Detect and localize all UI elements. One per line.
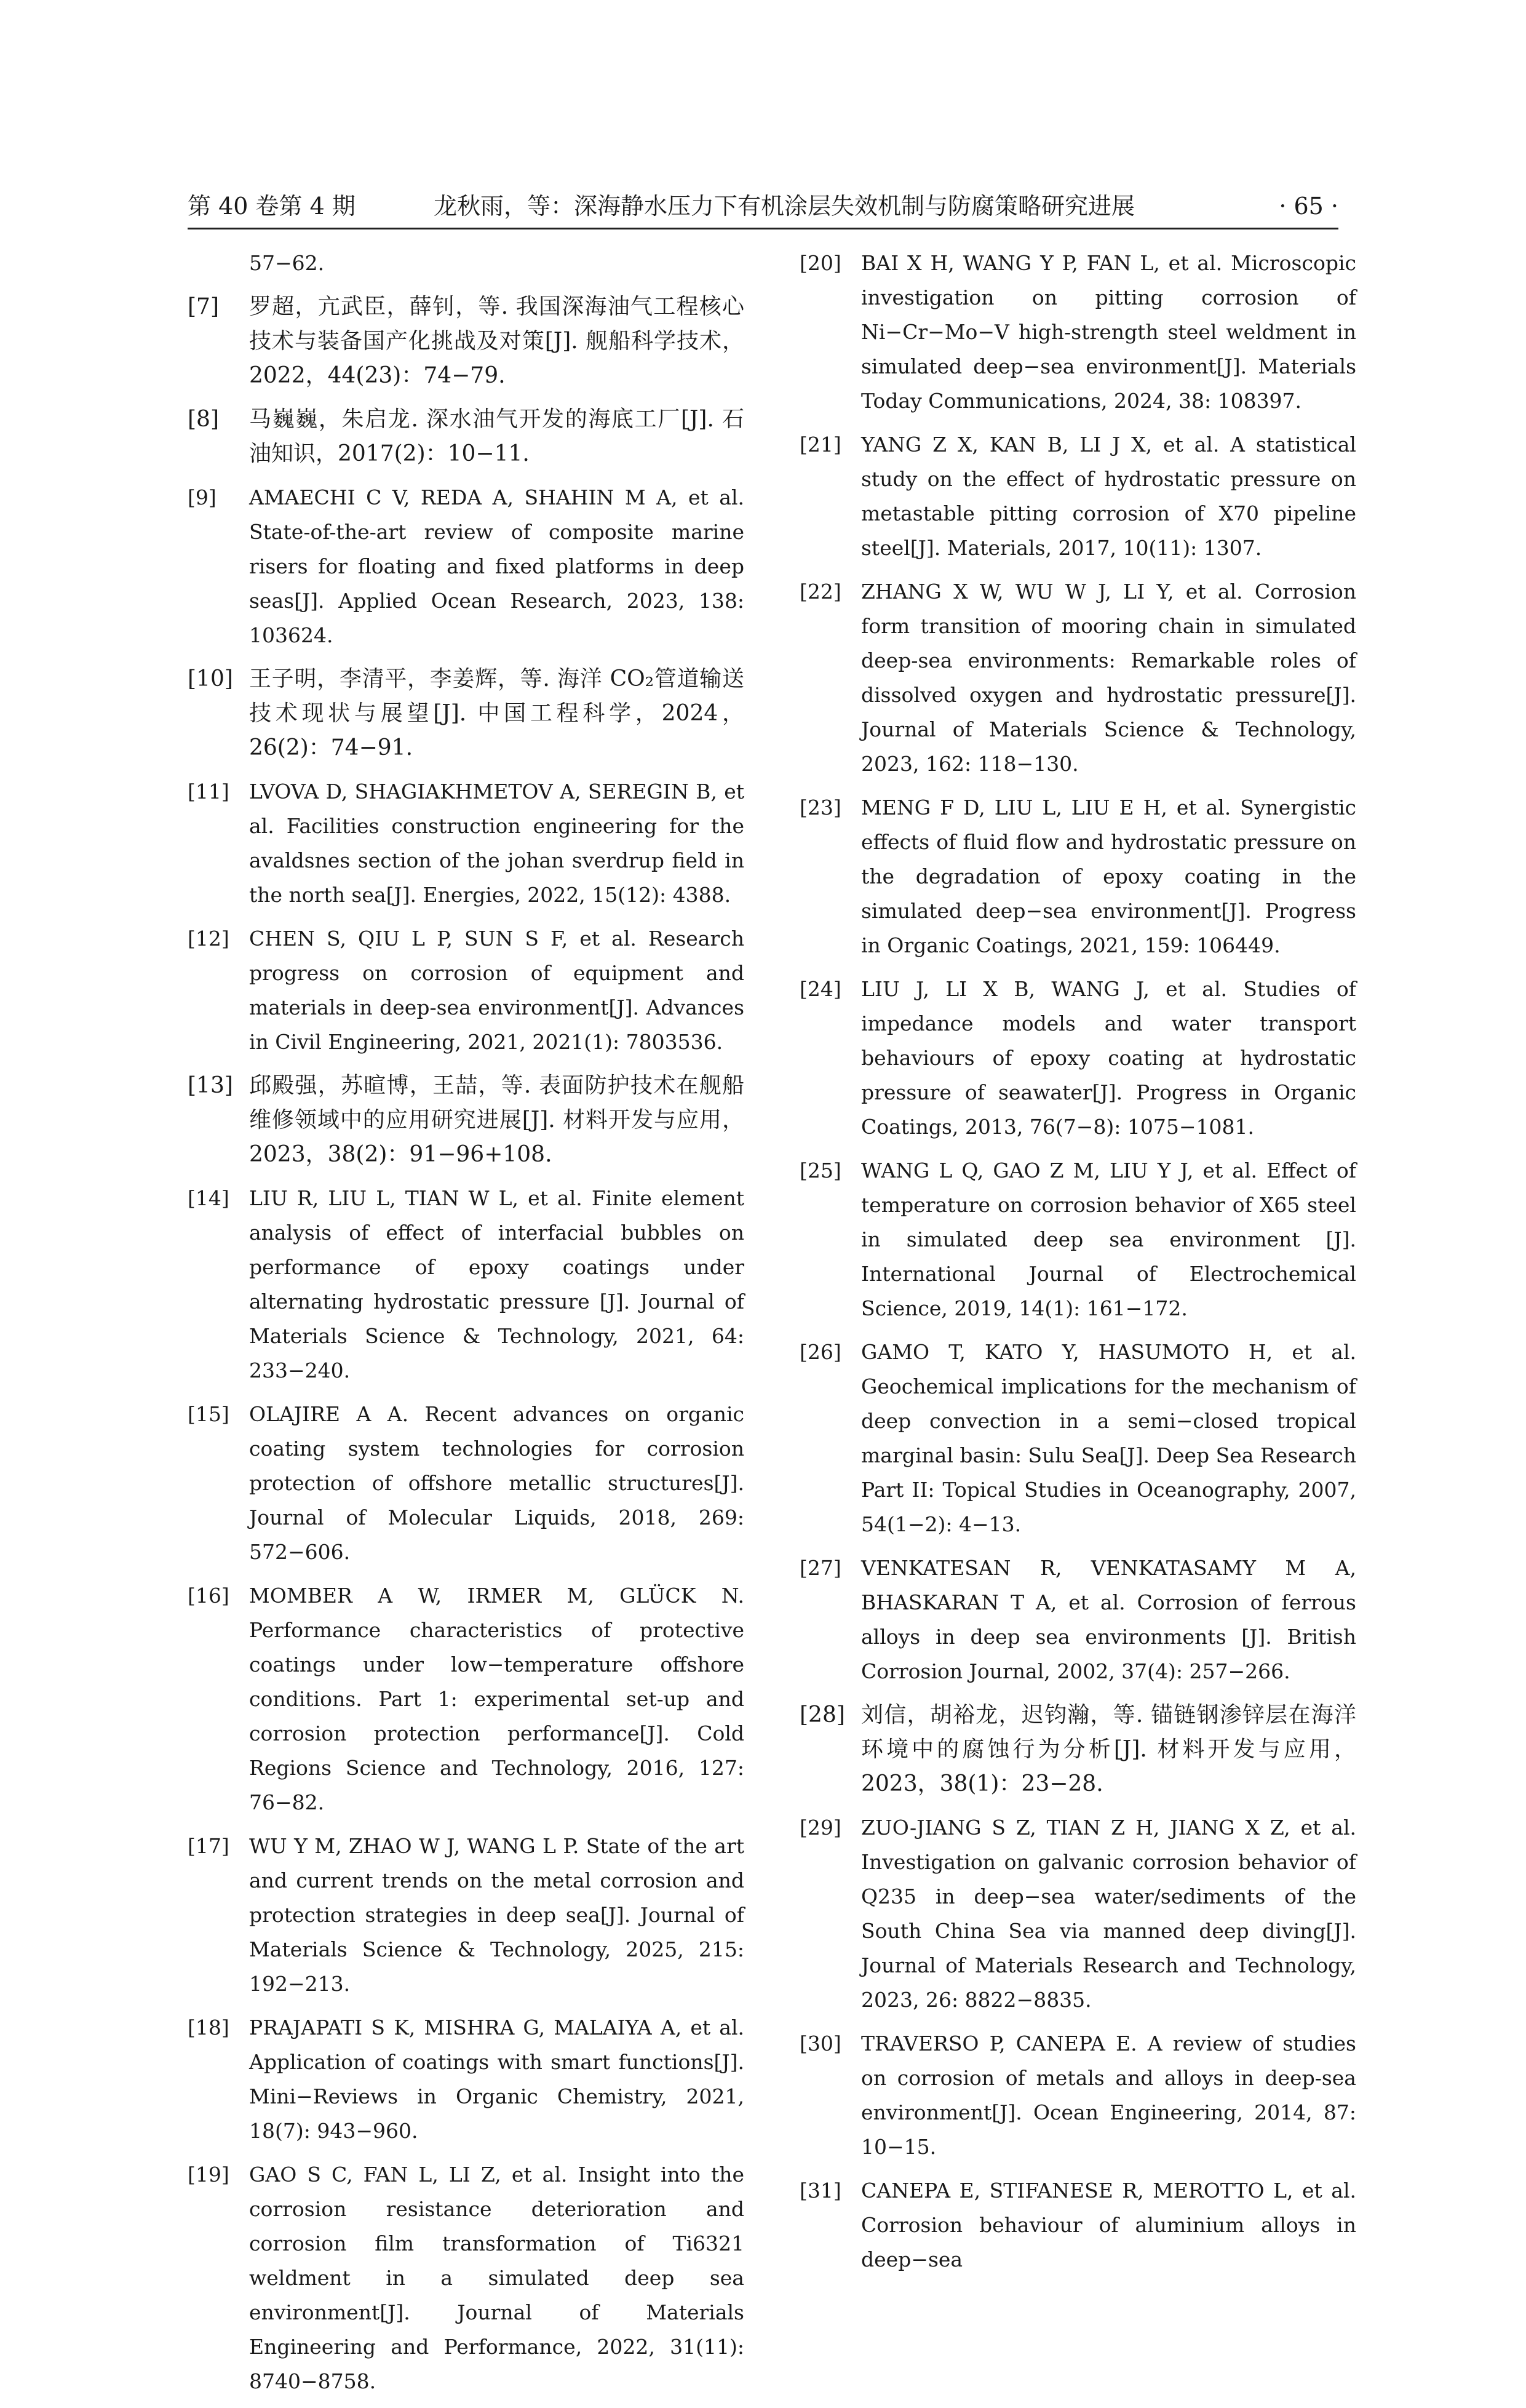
reference-text: 刘信，胡裕龙，迟钧瀚，等. 锚链钢渗锌层在海洋环境中的腐蚀行为分析[J]. 材料开发与应用，2023，38(1)：23−28. — [861, 1702, 1356, 1796]
reference-number: [14] — [188, 1186, 229, 1210]
reference-number: [20] — [800, 251, 841, 275]
reference-entry — [800, 246, 1356, 418]
reference-continuation — [188, 246, 744, 281]
reference-text: YANG Z X, KAN B, LI J X, et al. A statistical study on the effect of hydrostatic pressure on metastable pitting corrosion of X70 pipeline steel[J]. Materials, 2017, 10(11): 1307. — [861, 433, 1356, 560]
reference-number: [30] — [800, 2031, 841, 2055]
reference-number: [9] — [188, 485, 217, 509]
reference-number: [17] — [188, 1834, 229, 1858]
reference-text: CANEPA E, STIFANESE R, MEROTTO L, et al. Corrosion behaviour of aluminium alloys in deep−sea — [861, 2179, 1356, 2271]
reference-number: [15] — [188, 1402, 229, 1426]
reference-text: 57−62. — [249, 251, 325, 275]
reference-number: [26] — [800, 1340, 841, 1364]
reference-text: VENKATESAN R, VENKATASAMY M A, BHASKARAN T A, et al. Corrosion of ferrous alloys in deep sea environments [J]. British Corrosion Journal, 2002, 37(4): 257−266. — [861, 1556, 1356, 1683]
reference-entry — [800, 1551, 1356, 1689]
reference-number: [19] — [188, 2163, 229, 2187]
reference-entry — [800, 1154, 1356, 1326]
reference-text: 罗超，亢武臣，薛钊，等. 我国深海油气工程核心技术与装备国产化挑战及对策[J]. 舰船科学技术，2022，44(23)：74−79. — [249, 294, 744, 388]
reference-number: [7] — [188, 294, 219, 319]
reference-number: [23] — [800, 795, 841, 819]
reference-number: [22] — [800, 580, 841, 604]
reference-number: [10] — [188, 666, 233, 692]
running-header — [188, 185, 1338, 229]
reference-number: [8] — [188, 407, 219, 432]
running-title: 龙秋雨，等：深海静水压力下有机涂层失效机制与防腐策略研究进展 — [434, 193, 1135, 220]
reference-entry — [188, 1579, 744, 1820]
volume-issue: 第 40 卷第 4 期 — [188, 193, 356, 220]
reference-entry — [800, 1811, 1356, 2017]
reference-entry — [800, 428, 1356, 565]
reference-text: 王子明，李清平，李姜辉，等. 海洋 CO₂管道输送技术现状与展望[J]. 中国工程科学，2024，26(2)：74−91. — [249, 666, 744, 760]
reference-entry — [188, 480, 744, 653]
reference-number: [16] — [188, 1584, 229, 1608]
reference-entry — [188, 2158, 744, 2399]
reference-text: AMAECHI C V, REDA A, SHAHIN M A, et al. State-of-the-art review of composite marine risers for floating and fixed platforms in deep seas[J]. Applied Ocean Research, 2023, 138: 103624. — [249, 485, 744, 647]
reference-entry — [188, 1829, 744, 2001]
reference-text: MOMBER A W, IRMER M, GLÜCK N. Performance characteristics of protective coatings under low−temperature offshore conditions. Part 1: experimental set-up and corrosion protection performance[J]. Cold Regions Science and Technology, 2016, 127: 76−82. — [249, 1584, 744, 1814]
reference-entry — [188, 1397, 744, 1569]
reference-text: ZHANG X W, WU W J, LI Y, et al. Corrosion form transition of mooring chain in simulated deep-sea environments: Remarkable roles of dissolved oxygen and hydrostatic pressure[J]. Journal of Materials Science & Technology, 2023, 162: 118−130. — [861, 580, 1356, 776]
reference-entry — [800, 575, 1356, 781]
reference-text: MENG F D, LIU L, LIU E H, et al. Synergistic effects of fluid flow and hydrostatic pressure on the degradation of epoxy coating in the simulated deep−sea environment[J]. Progress in Organic Coatings, 2021, 159: 106449. — [861, 795, 1356, 957]
reference-entry — [188, 922, 744, 1059]
reference-number: [31] — [800, 2179, 841, 2203]
reference-entry — [188, 775, 744, 912]
left-column — [188, 246, 744, 2408]
reference-text: LIU J, LI X B, WANG J, et al. Studies of impedance models and water transport behaviours of epoxy coating at hydrostatic pressure of seawater[J]. Progress in Organic Coatings, 2013, 76(7−8): 1075−1081. — [861, 977, 1356, 1139]
reference-text: CHEN S, QIU L P, SUN S F, et al. Research progress on corrosion of equipment and materials in deep-sea environment[J]. Advances in Civil Engineering, 2021, 2021(1): 7803536. — [249, 927, 744, 1054]
reference-number: [24] — [800, 977, 841, 1001]
page-number: · 65 · — [1279, 193, 1338, 220]
reference-number: [29] — [800, 1816, 841, 1840]
reference-entry — [800, 972, 1356, 1144]
reference-number: [13] — [188, 1073, 233, 1098]
reference-text: PRAJAPATI S K, MISHRA G, MALAIYA A, et al. Application of coatings with smart functions[J]. Mini−Reviews in Organic Chemistry, 2021, 18(7): 943−960. — [249, 2015, 744, 2143]
reference-text: ZUO-JIANG S Z, TIAN Z H, JIANG X Z, et al. Investigation on galvanic corrosion behavior of Q235 in deep−sea water/sediments of the South China Sea via manned deep diving[J]. Journal of Materials Research and Technology, 2023, 26: 8822−8835. — [861, 1816, 1356, 2012]
right-column — [800, 246, 1356, 2286]
reference-entry — [188, 1181, 744, 1388]
reference-number: [25] — [800, 1158, 841, 1182]
reference-entry — [800, 2027, 1356, 2164]
reference-number: [21] — [800, 433, 841, 456]
reference-entry — [800, 1335, 1356, 1542]
reference-text: LVOVA D, SHAGIAKHMETOV A, SEREGIN B, et al. Facilities construction engineering for the avaldsnes section of the johan sverdrup field in the north sea[J]. Energies, 2022, 15(12): 4388. — [249, 779, 744, 907]
reference-text: TRAVERSO P, CANEPA E. A review of studies on corrosion of metals and alloys in deep-sea environment[J]. Ocean Engineering, 2014, 87: 10−15. — [861, 2031, 1356, 2159]
reference-text: 马巍巍，朱启龙. 深水油气开发的海底工厂[J]. 石油知识，2017(2)：10−11. — [249, 407, 744, 466]
reference-text: GAMO T, KATO Y, HASUMOTO H, et al. Geochemical implications for the mechanism of deep convection in a semi−closed tropical marginal basin: Sulu Sea[J]. Deep Sea Research Part II: Topical Studies in Oceanography, 2007, 54(1−2): 4−13. — [861, 1340, 1356, 1536]
reference-entry — [188, 2011, 744, 2148]
reference-text: BAI X H, WANG Y P, FAN L, et al. Microscopic investigation on pitting corrosion of Ni−Cr−Mo−V high-strength steel weldment in simulated deep−sea environment[J]. Materials Today Communications, 2024, 38: 108397. — [861, 251, 1356, 413]
reference-number: [11] — [188, 779, 229, 803]
reference-text: GAO S C, FAN L, LI Z, et al. Insight into the corrosion resistance deterioration and corrosion film transformation of Ti6321 weldment in a simulated deep sea environment[J]. Journal of Materials Engineering and Performance, 2022, 31(11): 8740−8758. — [249, 2163, 744, 2393]
reference-entry — [188, 290, 744, 393]
reference-number: [28] — [800, 1702, 845, 1728]
reference-number: [12] — [188, 927, 229, 951]
reference-entry — [800, 2174, 1356, 2277]
reference-entry — [800, 1698, 1356, 1801]
reference-entry — [188, 662, 744, 765]
reference-text: WANG L Q, GAO Z M, LIU Y J, et al. Effect of temperature on corrosion behavior of X65 steel in simulated deep sea environment [J]. International Journal of Electrochemical Science, 2019, 14(1): 161−172. — [861, 1158, 1356, 1320]
reference-text: OLAJIRE A A. Recent advances on organic coating system technologies for corrosion protection of offshore metallic structures[J]. Journal of Molecular Liquids, 2018, 269: 572−606. — [249, 1402, 744, 1564]
reference-text: 邱殿强，苏暄博，王喆，等. 表面防护技术在舰船维修领域中的应用研究进展[J]. 材料开发与应用，2023，38(2)：91−96+108. — [249, 1073, 744, 1167]
reference-text: WU Y M, ZHAO W J, WANG L P. State of the art and current trends on the metal corrosion and protection strategies in deep sea[J]. Journal of Materials Science & Technology, 2025, 215: 192−213. — [249, 1834, 744, 1996]
reference-number: [18] — [188, 2015, 229, 2039]
reference-entry — [188, 402, 744, 471]
reference-number: [27] — [800, 1556, 841, 1580]
reference-text: LIU R, LIU L, TIAN W L, et al. Finite element analysis of effect of interfacial bubbles on performance of epoxy coatings under alternating hydrostatic pressure [J]. Journal of Materials Science & Technology, 2021, 64: 233−240. — [249, 1186, 744, 1382]
reference-entry — [188, 1069, 744, 1172]
reference-entry — [800, 791, 1356, 963]
